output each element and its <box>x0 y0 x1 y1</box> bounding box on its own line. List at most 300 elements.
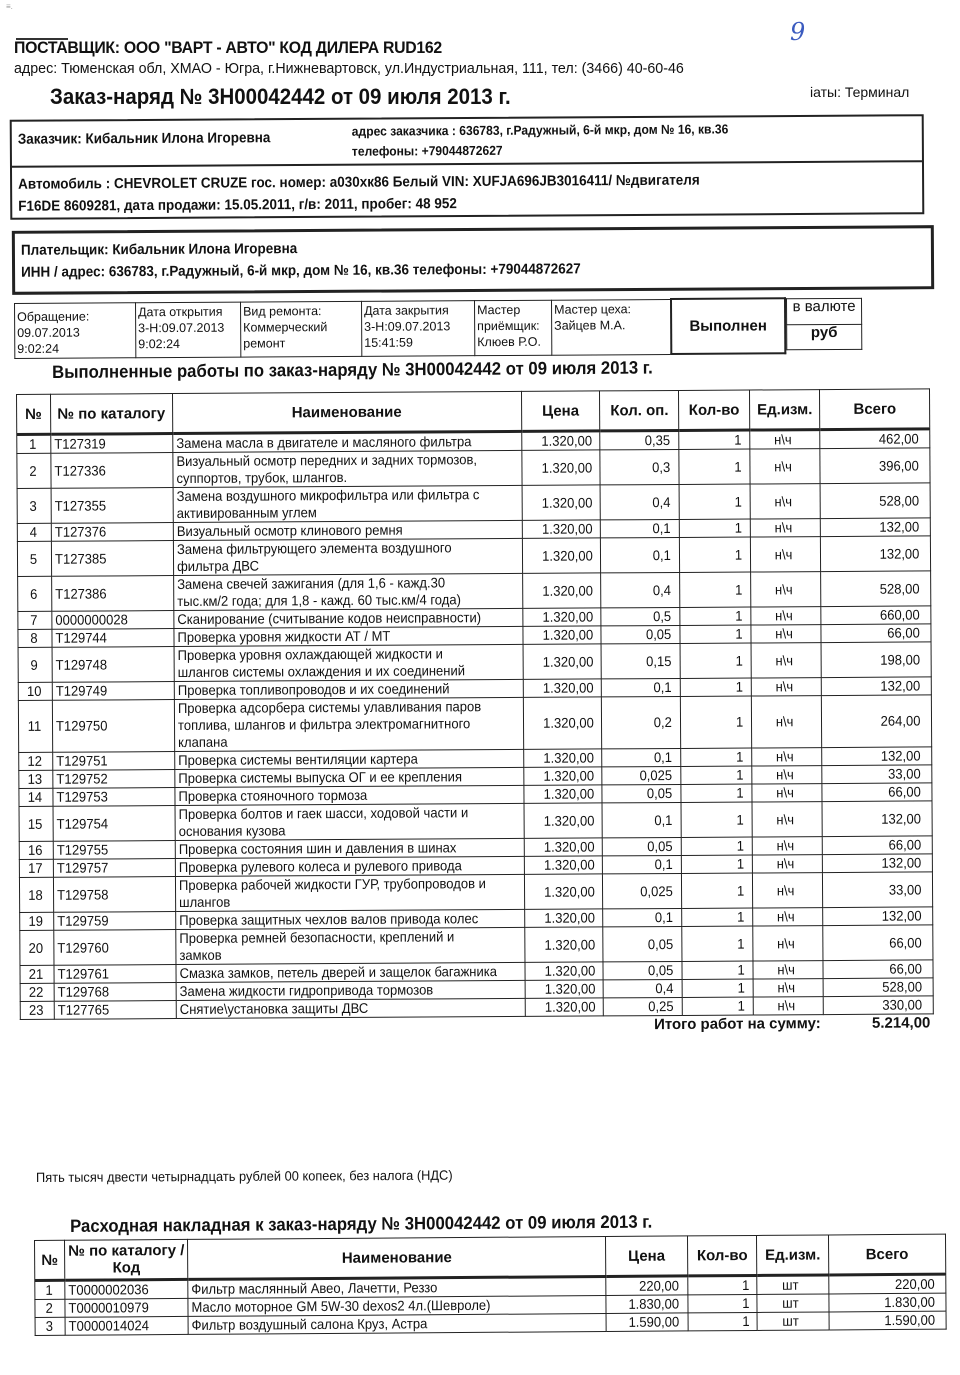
row-total <box>822 765 932 784</box>
payer-box <box>12 225 934 295</box>
price <box>523 749 602 767</box>
price-text: 1.320,00 <box>541 581 593 599</box>
row-total-text: 528,00 <box>882 978 923 995</box>
unit <box>752 873 823 908</box>
order-info-table <box>14 297 862 359</box>
col-catalog: № по каталогу / Код <box>65 1239 189 1280</box>
row-number <box>17 434 51 453</box>
quantity-text: 1 <box>742 1295 750 1312</box>
quantity-text: 1 <box>735 625 743 642</box>
catalog-code-text: T127376 <box>54 523 107 540</box>
catalog-code-text: T129744 <box>55 629 107 646</box>
catalog-code-text: T129753 <box>56 788 108 805</box>
quantity <box>680 678 751 696</box>
quantity <box>681 696 752 748</box>
currency-table <box>786 298 862 350</box>
supplier-address: адрес: Тюменская обл, ХМАО - Югра, г.Нижневартовск, ул.Индустриальная, 111, тел: (3466) 40-60-46 <box>14 60 684 77</box>
operations <box>600 449 679 484</box>
shop-master-name: Зайцев М.А. <box>554 317 626 333</box>
works-row <box>17 448 930 489</box>
work-name <box>176 980 525 1000</box>
price-text: 1.320,00 <box>541 493 593 511</box>
catalog-code-text: T129754 <box>56 814 108 832</box>
col-price: Цена <box>606 1236 688 1277</box>
row-total <box>823 854 933 873</box>
quantity-text: 1 <box>736 713 744 730</box>
appeal-time: 9:02:24 <box>17 341 60 356</box>
payment-method-note: іаты: Терминал <box>810 84 910 100</box>
work-name-text: Проверка ремней безопасности, креплений и замков <box>178 928 454 964</box>
catalog-code <box>53 841 175 860</box>
price-text: 1.320,00 <box>541 546 593 564</box>
work-name-text: Визуальный осмотр передних и задних тормозов, суппортов, трубок, шлангов. <box>175 451 477 487</box>
col-total: Всего <box>828 1234 945 1275</box>
col-name: Наименование <box>172 391 521 433</box>
unit <box>752 855 823 873</box>
payer-address: ИНН / адрес: 636783, г.Радужный, 6-й мкр, дом № 16, кв.36 телефоны: +79044872627 <box>21 261 581 281</box>
operations <box>601 537 680 572</box>
operations <box>602 784 681 802</box>
row-total <box>821 536 931 572</box>
col-price: Цена <box>521 391 600 431</box>
close-date: 3-Н:09.07.2013 <box>364 318 451 334</box>
customer-phone: телефоны: +79044872627 <box>351 142 503 159</box>
operations-text: 0,3 <box>652 458 671 475</box>
catalog-code-text: T129758 <box>56 885 109 903</box>
work-name <box>173 608 522 628</box>
unit-text: н\ч <box>773 457 792 474</box>
work-name <box>173 626 522 646</box>
appeal-date: 09.07.2013 <box>17 325 80 340</box>
quantity-text: 1 <box>735 678 744 695</box>
unit-text: н\ч <box>775 713 794 730</box>
row-number <box>19 841 53 859</box>
row-total <box>822 783 932 802</box>
customer-box <box>10 114 925 220</box>
row-number <box>18 576 52 611</box>
price <box>523 679 602 697</box>
receiver-label-2: приёмщик: <box>477 318 540 333</box>
unit-text: н\ч <box>777 979 795 996</box>
unit <box>752 784 823 802</box>
operations <box>603 837 682 855</box>
quantity <box>682 979 753 997</box>
work-name-text: Проверка рабочей жидкости ГУР, трубопроводов и шлангов <box>178 875 486 911</box>
customer-address: адрес заказчика : 636783, г.Радужный, 6-й мкр, дом № 16, кв.36 <box>351 121 729 139</box>
catalog-code <box>52 611 174 630</box>
close-date-cell <box>361 300 474 356</box>
row-number-text: 13 <box>27 770 43 787</box>
row-total <box>821 606 931 625</box>
works-row <box>17 483 930 524</box>
price-text: 1.590,00 <box>628 1313 680 1330</box>
part-name-text: Масло моторное GM 5W-30 dexos2 4л.(Шевроле) <box>191 1296 491 1315</box>
currency-label: в валюте <box>786 298 861 324</box>
row-total-text: 528,00 <box>879 491 920 509</box>
quantity <box>679 449 750 484</box>
total-in-words: Пять тысяч двести четырнадцать рублей 00 копеек, без налога (НДС) <box>36 1167 453 1185</box>
quantity-text: 1 <box>735 607 743 624</box>
parts-table <box>34 1234 947 1336</box>
row-total-text: 66,00 <box>889 960 923 977</box>
col-qty: Кол-во <box>679 390 750 430</box>
catalog-code-text: T0000014024 <box>68 1317 150 1334</box>
quantity-text: 1 <box>737 908 745 925</box>
unit <box>750 430 821 449</box>
row-total-text: 132,00 <box>880 677 921 694</box>
unit-text: н\ч <box>776 810 794 827</box>
row-total-text: 132,00 <box>879 518 920 535</box>
quantity-text: 1 <box>735 546 743 563</box>
quantity <box>681 748 752 766</box>
catalog-code-text: T127385 <box>54 549 107 567</box>
price <box>525 998 604 1016</box>
work-name-text: Замена жидкости гидропривода тормозов <box>179 981 433 1000</box>
operations-text: 0,025 <box>640 882 674 899</box>
unit <box>750 449 821 484</box>
work-name <box>172 431 521 452</box>
price-text: 1.320,00 <box>541 458 592 476</box>
unit <box>757 1294 829 1312</box>
row-number <box>19 806 53 841</box>
works-row <box>18 642 931 683</box>
work-name-text: Проверка стояночного тормоза <box>177 786 367 805</box>
quantity-text: 1 <box>737 961 745 978</box>
catalog-code-text: T129759 <box>56 912 109 929</box>
work-name <box>175 838 524 858</box>
operations-text: 0,35 <box>645 432 671 449</box>
price <box>524 803 603 838</box>
quantity-text: 1 <box>734 431 742 448</box>
unit-text: н\ч <box>774 492 792 509</box>
row-total <box>820 448 930 484</box>
price <box>524 856 603 874</box>
row-total <box>821 571 931 607</box>
operations-text: 0,1 <box>654 811 673 828</box>
unit-text: шт <box>782 1276 799 1293</box>
quantity <box>681 766 752 784</box>
status-badge: Выполнен <box>671 298 785 354</box>
part-name-text: Фильтр воздушный салона Круз, Астра <box>191 1315 428 1333</box>
operations-text: 0,05 <box>647 784 673 802</box>
catalog-code <box>52 629 174 648</box>
work-name-text: Проверка рулевого колеса и рулевого привода <box>178 857 462 876</box>
customer-name: Заказчик: Кибальник Илона Игоревна <box>17 130 271 148</box>
payer-info <box>21 234 933 284</box>
row-total-text: 66,00 <box>889 933 923 951</box>
row-number-text: 14 <box>27 788 43 805</box>
catalog-code <box>65 1279 188 1299</box>
row-total-text: 660,00 <box>880 606 921 623</box>
row-total-text: 132,00 <box>879 544 920 562</box>
quantity <box>681 837 752 855</box>
quantity-text: 1 <box>734 493 743 510</box>
catalog-code <box>54 965 176 984</box>
operations-text: 0,4 <box>655 979 674 997</box>
work-name-text: Сканирование (считывание кодов неисправности) <box>176 609 481 628</box>
currency-cell <box>785 298 862 353</box>
price <box>522 485 601 520</box>
row-number <box>18 647 52 682</box>
price <box>606 1276 688 1296</box>
row-total-text: 132,00 <box>881 854 922 871</box>
unit-text: н\ч <box>774 519 793 536</box>
operations-text: 0,4 <box>652 493 671 510</box>
row-total-text: 264,00 <box>880 712 921 729</box>
unit-text: шт <box>782 1294 800 1311</box>
open-time: 9:02:24 <box>138 336 181 351</box>
operations <box>603 908 682 926</box>
customer-contact <box>352 119 729 161</box>
price-text: 1.320,00 <box>540 432 592 449</box>
catalog-code-text: T0000010979 <box>68 1299 149 1316</box>
quantity-text: 1 <box>734 458 742 475</box>
parts-section-title: Расходная накладная к заказ-наряду № 3Н00042442 от 09 июля 2013 г. <box>70 1211 653 1236</box>
row-number <box>19 859 53 877</box>
appeal-cell <box>15 302 136 358</box>
price <box>524 927 603 962</box>
row-total-text: 66,00 <box>888 836 922 853</box>
work-name <box>175 874 524 911</box>
works-section-title: Выполненные работы по заказ-наряду № 3Н00042442 от 09 июля 2013 г. <box>52 357 653 382</box>
catalog-code-text: T127386 <box>54 584 107 602</box>
price-text: 1.320,00 <box>543 882 595 900</box>
catalog-code <box>51 453 173 489</box>
close-date-label: Дата закрытия <box>364 302 449 318</box>
operations <box>603 855 682 873</box>
row-number <box>18 700 52 752</box>
catalog-code <box>51 541 173 577</box>
catalog-code <box>53 859 175 878</box>
row-total-text: 396,00 <box>879 456 920 474</box>
operations <box>602 802 681 837</box>
catalog-code <box>53 788 175 807</box>
price-text: 1.320,00 <box>542 749 594 766</box>
work-name <box>174 785 523 805</box>
parts-header-row <box>35 1234 946 1280</box>
catalog-code-text: T129755 <box>56 841 109 858</box>
customer-row <box>12 116 922 168</box>
unit <box>752 766 823 784</box>
row-number-text: 3 <box>45 1317 53 1334</box>
price-text: 1.320,00 <box>542 626 593 643</box>
price-text: 1.320,00 <box>542 679 594 696</box>
row-number-text: 18 <box>28 886 43 903</box>
close-time: 15:41:59 <box>364 335 413 350</box>
row-number <box>20 930 54 965</box>
work-name-text: Замена воздушного микрофильтра или фильтра с активированным углем <box>176 486 479 522</box>
quantity <box>682 855 753 873</box>
price <box>523 644 602 679</box>
row-number-text: 9 <box>30 656 38 673</box>
unit <box>753 961 824 979</box>
operations <box>601 572 680 607</box>
price-text: 1.320,00 <box>544 998 596 1015</box>
quantity-text: 1 <box>736 766 744 783</box>
operations-text: 0,05 <box>648 961 674 979</box>
quantity <box>679 519 750 537</box>
quantity <box>679 430 750 449</box>
repair-type-label: Вид ремонта: <box>243 303 322 319</box>
work-name <box>173 538 522 575</box>
operations-text: 0,1 <box>653 546 672 563</box>
quantity <box>682 997 753 1015</box>
quantity <box>680 607 751 625</box>
work-name <box>173 573 522 610</box>
appeal-label: Обращение: <box>17 309 90 324</box>
quantity <box>682 926 753 961</box>
catalog-code <box>53 877 175 913</box>
operations-text: 0,25 <box>648 997 674 1015</box>
row-total-text: 33,00 <box>888 765 922 782</box>
vehicle-info <box>18 168 930 218</box>
catalog-code <box>53 806 175 842</box>
row-number-text: 21 <box>28 965 44 982</box>
work-name <box>172 450 521 487</box>
col-unit: Ед.изм. <box>757 1235 829 1275</box>
row-number-text: 6 <box>29 585 38 602</box>
operations-text: 0,1 <box>653 678 673 696</box>
unit <box>751 607 822 625</box>
row-number-text: 1 <box>45 1281 53 1298</box>
price <box>524 874 603 909</box>
work-name-text: Проверка топливопроводов и их соединений <box>177 680 450 699</box>
unit <box>751 625 822 643</box>
row-number-text: 16 <box>27 841 43 858</box>
row-number <box>17 523 51 541</box>
catalog-code <box>54 983 176 1002</box>
operations <box>604 997 683 1015</box>
catalog-code-text: T129760 <box>57 938 109 956</box>
part-name-text: Фильтр маслянный Авео, Лачетти, Реззо <box>191 1279 438 1297</box>
row-total-text: 462,00 <box>879 430 920 447</box>
row-total <box>822 695 932 748</box>
currency-value: руб <box>787 324 862 350</box>
works-total-value: 5.214,00 <box>871 1014 931 1032</box>
unit-text: н\ч <box>775 625 793 642</box>
price-text: 1.320,00 <box>543 785 594 802</box>
work-name <box>175 856 524 876</box>
row-total <box>823 960 933 979</box>
price <box>523 697 602 749</box>
receiver-cell <box>474 300 551 355</box>
quantity-text: 1 <box>736 784 744 801</box>
row-total <box>823 925 933 961</box>
row-total-text: 1.830,00 <box>884 1293 935 1311</box>
price-text: 1.320,00 <box>542 608 593 625</box>
quantity-text: 1 <box>737 935 745 952</box>
row-number-text: 19 <box>28 912 43 929</box>
work-name <box>174 644 523 681</box>
unit-text: н\ч <box>776 934 795 951</box>
unit <box>750 519 821 537</box>
quantity <box>680 643 751 678</box>
unit <box>750 537 821 572</box>
catalog-code-text: T129748 <box>55 655 107 673</box>
price <box>525 962 604 980</box>
price-text: 1.320,00 <box>542 714 594 731</box>
unit <box>753 979 824 997</box>
quantity <box>679 484 750 519</box>
shop-master-label: Мастер цеха: <box>554 301 632 317</box>
row-number-text: 12 <box>27 752 42 769</box>
price <box>522 608 601 626</box>
catalog-code <box>52 682 174 701</box>
row-total-text: 220,00 <box>894 1275 935 1292</box>
row-total <box>823 907 933 926</box>
col-total: Всего <box>820 389 930 430</box>
price-text: 1.320,00 <box>543 838 595 855</box>
works-body <box>17 429 934 1020</box>
catalog-code-text: T129752 <box>56 770 108 787</box>
catalog-code-text: T129750 <box>55 717 108 734</box>
unit-text: н\ч <box>775 651 793 668</box>
catalog-code-text: T129749 <box>55 682 108 699</box>
unit <box>752 837 823 855</box>
quantity-text: 1 <box>735 652 744 669</box>
quantity-text: 1 <box>737 979 746 996</box>
price <box>606 1313 688 1332</box>
unit-text: н\ч <box>773 431 792 448</box>
quantity <box>688 1275 758 1294</box>
row-total <box>821 624 931 643</box>
quantity-text: 1 <box>736 811 745 828</box>
repair-type-value-2: ремонт <box>243 335 286 351</box>
catalog-code-text: T127319 <box>54 435 106 452</box>
row-total-text: 66,00 <box>888 783 922 800</box>
quantity <box>688 1294 758 1312</box>
work-name-text: Визуальный осмотр клинового ремня <box>176 521 403 540</box>
unit <box>753 926 824 961</box>
price <box>525 980 604 998</box>
quantity-text: 1 <box>734 519 743 536</box>
col-ops: Кол. оп. <box>600 390 679 430</box>
operations-text: 0,4 <box>653 581 672 598</box>
row-number-text: 3 <box>29 497 37 514</box>
quantity <box>680 625 751 643</box>
price-text: 1.320,00 <box>544 980 596 997</box>
quantity <box>681 802 752 837</box>
unit-text: н\ч <box>775 766 794 783</box>
order-title: Заказ-наряд № 3Н00042442 от 09 июля 2013 г. <box>50 84 511 109</box>
unit <box>752 908 823 926</box>
operations-text: 0,1 <box>654 748 673 766</box>
quantity <box>682 873 753 908</box>
work-name-text: Проверка болтов и гаек шасси, ходовой части и основания кузова <box>178 804 468 840</box>
row-number <box>17 488 51 523</box>
row-total <box>824 996 934 1015</box>
row-total <box>829 1311 946 1330</box>
operations-text: 0,05 <box>647 837 673 855</box>
catalog-code <box>52 752 174 771</box>
row-number-text: 23 <box>28 1001 44 1018</box>
price <box>524 838 603 856</box>
works-header-row <box>17 389 930 435</box>
row-total <box>821 518 931 537</box>
operations-text: 0,15 <box>646 652 672 669</box>
row-number-text: 22 <box>28 983 44 1000</box>
repair-type-cell <box>241 301 362 357</box>
price-text: 1.320,00 <box>544 935 595 953</box>
supplier-heading: ПОСТАВЩИК: ООО "ВАРТ - АВТО" КОД ДИЛЕРА RUD162 <box>14 38 442 57</box>
row-number <box>19 770 53 788</box>
operations <box>602 696 681 748</box>
operations-text: 0,1 <box>652 520 672 537</box>
catalog-code-text: T127336 <box>54 461 106 479</box>
row-number-text: 11 <box>27 717 42 734</box>
catalog-code-text: T129751 <box>55 752 108 769</box>
operations <box>600 430 679 449</box>
